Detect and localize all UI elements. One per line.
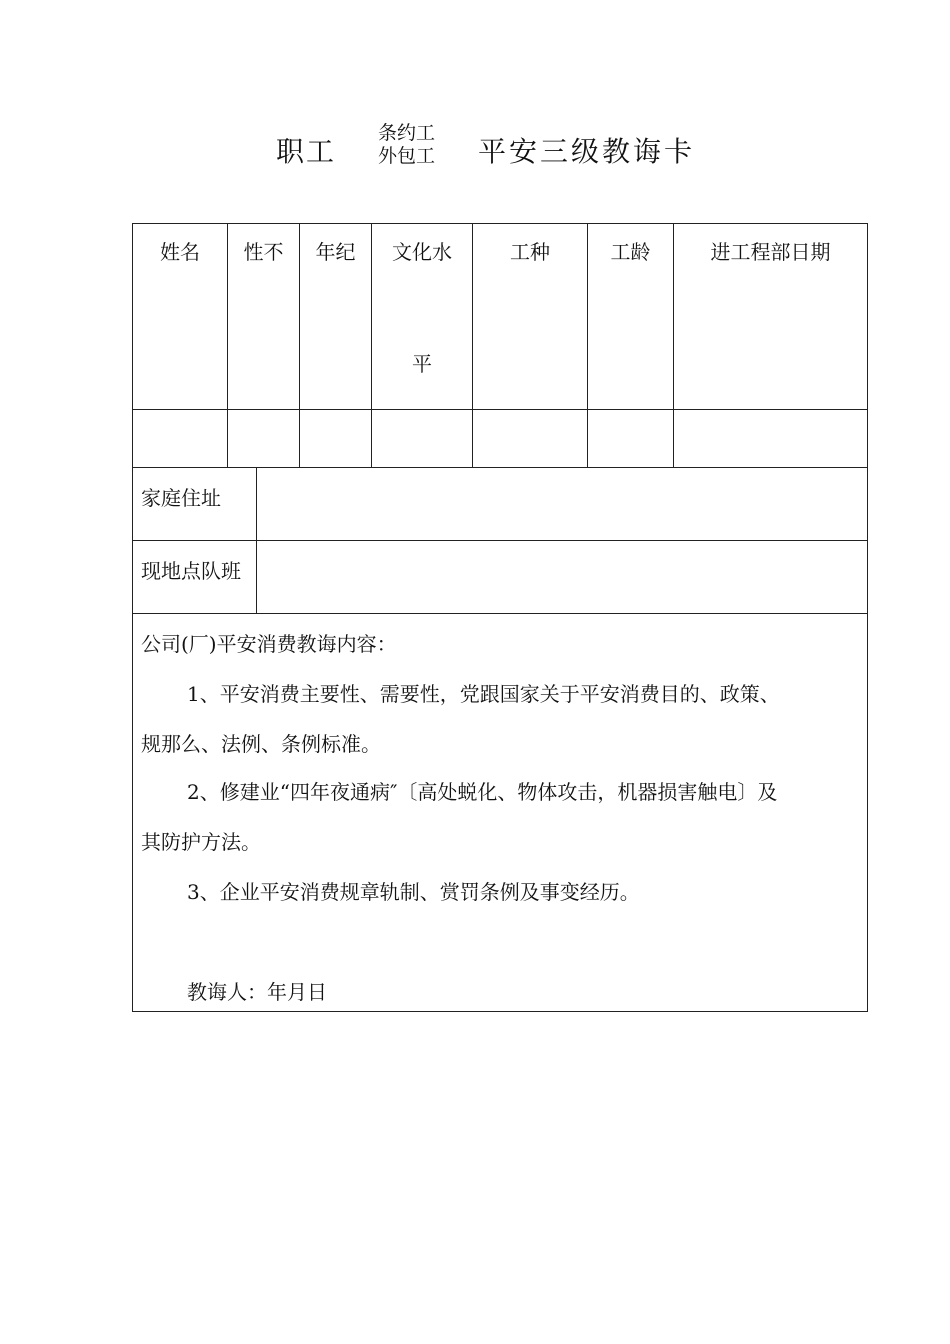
content-item-2-line-1: 2、修建业“四年夜通病″〔高处蜕化、物体攻击，机器损害触电〕及 <box>187 780 778 804</box>
content-item-3: 3、企业平安消费规章轨制、赏罚条例及事变经历。 <box>187 880 640 904</box>
data-row <box>133 410 867 468</box>
team-value-cell[interactable] <box>257 541 867 613</box>
team-row <box>133 541 867 614</box>
header-row <box>133 224 867 410</box>
gender-value-cell[interactable] <box>228 410 300 467</box>
title-contract-worker: 条约工 <box>378 122 436 144</box>
address-row <box>133 468 867 541</box>
address-label: 家庭住址 <box>133 468 257 540</box>
title-worker-type-stack <box>378 122 435 168</box>
education-value-cell[interactable] <box>372 410 473 467</box>
team-label: 现地点队班 <box>133 541 257 613</box>
signature-line: 教诲人：年月日 <box>187 980 327 1004</box>
form-title <box>0 118 950 178</box>
entry-date-value-cell[interactable] <box>674 410 867 467</box>
header-gender: 性不 <box>228 224 300 409</box>
education-content <box>133 614 867 1011</box>
header-age: 年纪 <box>300 224 372 409</box>
age-value-cell[interactable] <box>300 410 372 467</box>
header-name: 姓名 <box>133 224 228 409</box>
job-type-value-cell[interactable] <box>473 410 588 467</box>
header-job-type: 工种 <box>473 224 588 409</box>
content-heading: 公司(厂)平安消费教诲内容： <box>141 632 397 656</box>
content-item-1-line-1: 1、平安消费主要性、需要性，党跟国家关于平安消费目的、政策、 <box>187 682 780 706</box>
title-worker: 职工 <box>276 135 337 168</box>
header-seniority: 工龄 <box>588 224 674 409</box>
header-entry-date: 进工程部日期 <box>710 240 831 264</box>
title-safety-card: 平安三级教诲卡 <box>478 135 696 168</box>
seniority-value-cell[interactable] <box>588 410 674 467</box>
education-card-table <box>132 223 868 1012</box>
content-item-1-line-2: 规那么、法例、条例标准。 <box>141 732 381 756</box>
address-value-cell[interactable] <box>257 468 867 540</box>
content-item-2-line-2: 其防护方法。 <box>141 830 261 854</box>
name-value-cell[interactable] <box>133 410 228 467</box>
title-outsourced-worker: 外包工 <box>378 145 436 167</box>
header-education: 文化水 平 <box>372 224 473 409</box>
